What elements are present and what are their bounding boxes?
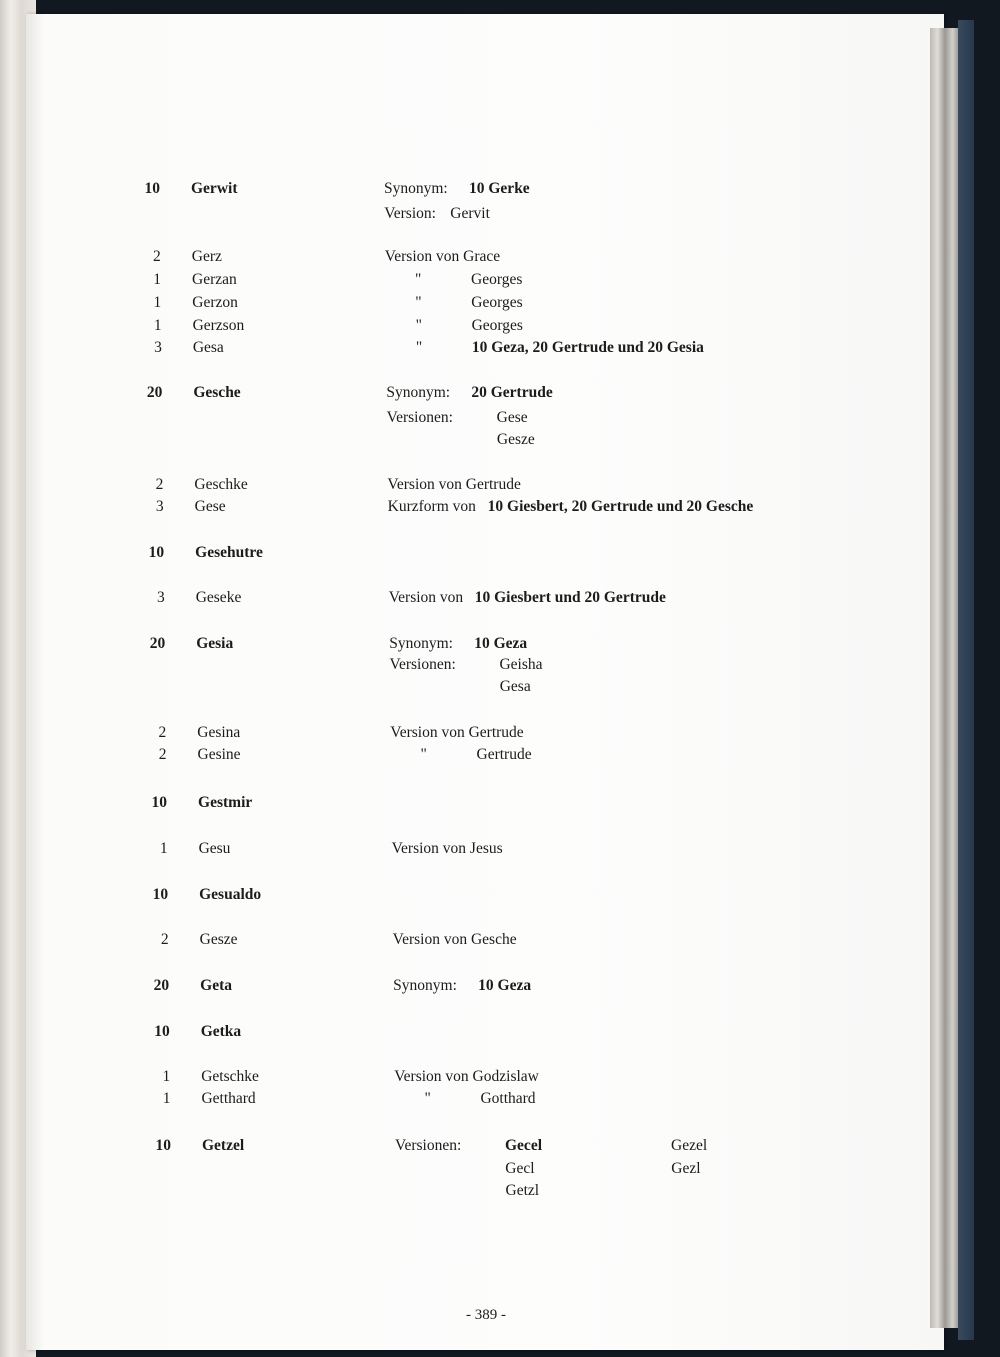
entry-relation: " — [415, 294, 422, 311]
entry-value: Gesze — [496, 431, 535, 448]
entry-name: Gesualdo — [199, 886, 262, 903]
entry-name: Getka — [200, 1023, 242, 1040]
entry-count: 3 — [154, 339, 162, 356]
entry-name: Gerzon — [192, 294, 238, 311]
entry-relation: Versionen: — [386, 409, 453, 426]
entry-count: 1 — [153, 317, 162, 334]
entry-count: 10 — [151, 794, 168, 811]
entry-name: Gesze — [199, 931, 238, 948]
entry-name: Gerzan — [192, 271, 237, 288]
entry-count: 20 — [146, 384, 163, 401]
entry-value: 20 Gertrude — [471, 384, 553, 401]
entry-relation: " — [415, 317, 422, 334]
entry-count: 1 — [153, 294, 162, 311]
entry-value: Gese — [496, 409, 528, 426]
entry-value: 10 Giesbert und 20 Gertrude — [474, 589, 666, 606]
entry-relation: Version von Gesche — [392, 931, 517, 948]
entry-name: Geseke — [195, 589, 242, 606]
entry-name: Gestmir — [198, 794, 253, 811]
entry-value-extra: Gezl — [671, 1160, 701, 1177]
entry-count: 3 — [155, 498, 164, 515]
entry-value: Gervit — [450, 205, 490, 222]
entry-value: 10 Geza, 20 Gertrude und 20 Gesia — [471, 339, 704, 356]
entry-relation: Version von Godzislaw — [394, 1068, 539, 1085]
entry-value: Gecel — [505, 1137, 543, 1154]
entry-name: Gesa — [192, 339, 224, 356]
entry-count: 2 — [155, 476, 164, 493]
entry-count: 1 — [162, 1090, 171, 1107]
entry-value: Georges — [471, 294, 523, 311]
entry-value: Georges — [471, 271, 523, 288]
entry-relation: Versionen: — [389, 656, 456, 673]
entry-name: Gesehutre — [195, 544, 263, 561]
entry-name: Gesche — [193, 384, 241, 401]
entry-count: 2 — [158, 746, 167, 763]
entry-count: 20 — [153, 977, 170, 994]
entry-count: 2 — [158, 724, 167, 741]
entry-relation: Synonym: — [384, 180, 448, 197]
entry-value: Gecl — [505, 1160, 535, 1177]
entry-relation: Version von Grace — [384, 248, 501, 265]
entry-value: Geisha — [499, 656, 543, 673]
entry-name: Geta — [200, 977, 233, 994]
page-edges-right — [930, 28, 960, 1328]
entry-name: Getthard — [201, 1090, 256, 1107]
entry-count: 2 — [153, 248, 161, 265]
entry-value: 10 Giesbert, 20 Gertrude und 20 Gesche — [487, 498, 754, 515]
entry-count: 3 — [156, 589, 165, 606]
entry-relation: Synonym: — [393, 977, 457, 994]
entry-count: 1 — [159, 840, 168, 857]
entry-relation: Version: — [384, 205, 436, 222]
entry-name: Gerzson — [192, 317, 245, 334]
entry-name: Gesia — [196, 635, 234, 652]
entry-relation: Synonym: — [386, 384, 451, 401]
entry-relation: Kurzform von — [387, 498, 476, 515]
book-cover-edge — [958, 20, 974, 1340]
entry-relation: " — [424, 1090, 431, 1107]
entry-value-extra: Gezel — [671, 1137, 708, 1154]
entry-name: Gerwit — [191, 180, 238, 197]
entry-relation: Version von Gertrude — [387, 476, 521, 493]
entry-count: 2 — [160, 931, 169, 948]
entry-value: Gertrude — [476, 746, 532, 763]
entry-relation: Version von — [388, 589, 464, 606]
entry-relation: " — [415, 339, 423, 356]
entry-name: Gesine — [197, 746, 241, 763]
entry-relation: Version von Gertrude — [390, 724, 524, 741]
entry-name: Getzel — [202, 1137, 245, 1154]
entry-value: Georges — [471, 317, 523, 334]
entry-value: Gesa — [499, 678, 531, 695]
entry-name: Gesina — [197, 724, 241, 741]
entry-value: 10 Gerke — [469, 180, 530, 197]
entry-count: 1 — [153, 271, 162, 288]
entry-count: 10 — [154, 1023, 170, 1040]
entry-name: Gese — [194, 498, 226, 515]
entry-name: Gesu — [198, 840, 231, 857]
entry-value: 10 Geza — [478, 977, 532, 994]
entry-value: 10 Geza — [474, 635, 528, 652]
entry-relation: Versionen: — [395, 1137, 462, 1154]
entry-count: 10 — [144, 180, 160, 197]
page-number: - 389 - — [466, 1307, 506, 1323]
entry-relation: Version von Jesus — [391, 840, 503, 857]
entry-name: Getschke — [201, 1068, 259, 1085]
entry-relation: " — [415, 271, 422, 288]
entry-value: Getzl — [505, 1182, 540, 1199]
entry-count: 10 — [155, 1137, 171, 1154]
entry-relation: " — [420, 746, 427, 763]
entry-count: 20 — [149, 635, 166, 652]
entry-value: Gotthard — [480, 1090, 536, 1107]
entry-name: Gerz — [191, 248, 222, 265]
entry-relation: Synonym: — [389, 635, 453, 652]
entry-name: Geschke — [194, 476, 248, 493]
entry-count: 10 — [152, 886, 169, 903]
entry-count: 1 — [162, 1068, 171, 1085]
entry-count: 10 — [148, 544, 165, 561]
